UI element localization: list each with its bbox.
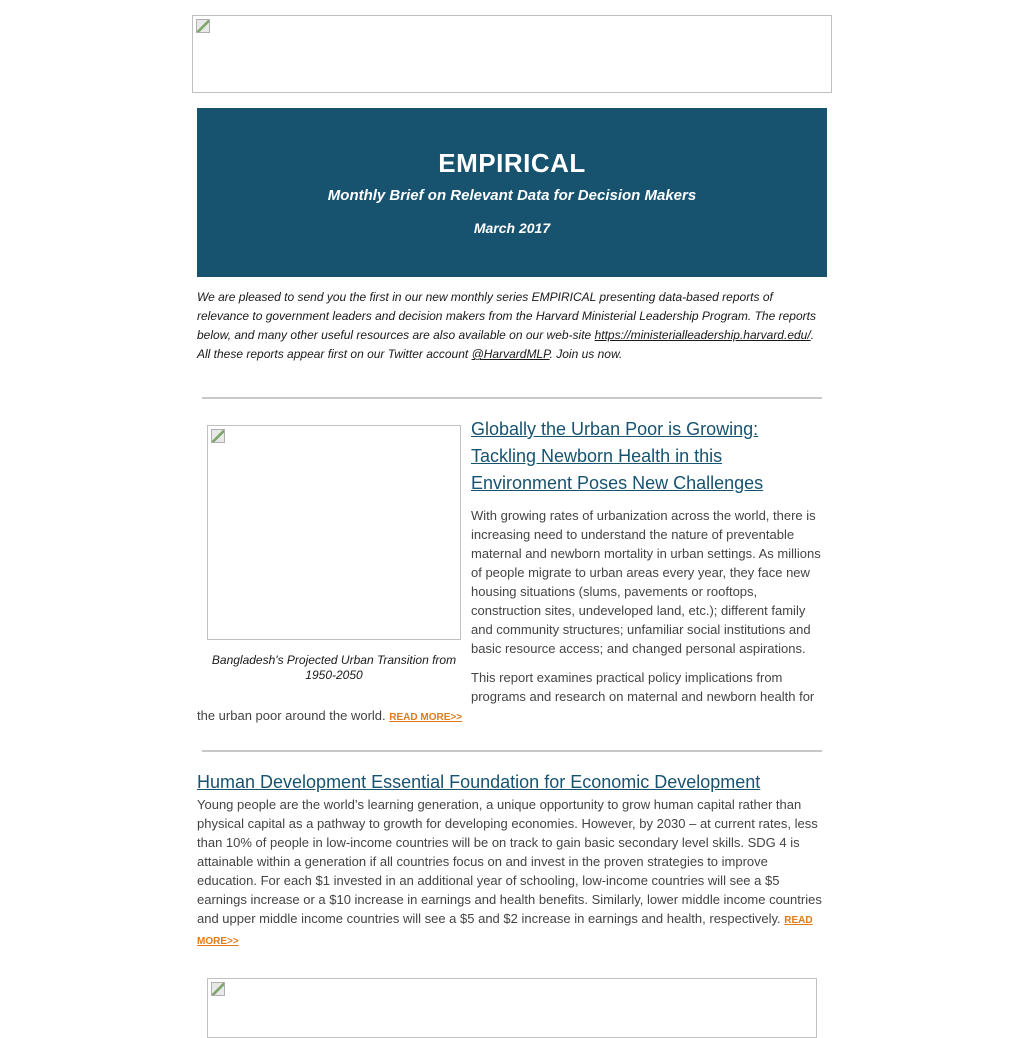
article1-title-link[interactable]: Globally the Urban Poor is Growing: Tackling Newborn Health in this Environment Poses New Challenges	[471, 419, 764, 493]
intro-paragraph	[197, 288, 822, 364]
article1-paragraph-2-end: the urban poor around the world.	[197, 708, 386, 723]
section-divider	[202, 397, 822, 399]
article1-image-caption: Bangladesh's Projected Urban Transition from 1950-2050	[211, 653, 457, 682]
article1-paragraph-2: This report examines practical policy implications from programs and research on maternal and newborn health for	[471, 670, 815, 704]
article2-text: Young people are the world’s learning generation, a unique opportunity to grow human capital rather than physical capital as a pathway to growth for developing economies. However, by 2030 – at current rates, less than 10% of people in low-income countries will be on track to gain basic secondary level skills. SDG 4 is attainable within a generation if all countries focus on and invest in the proven strategies to improve education. For each $1 invested in an additional year of schooling, low-income countries will see a $5 earnings increase or a $10 increase in earnings and health benefits. Similarly, lower middle income countries and upper middle income countries will see a $5 and $2 increase in earnings and health, respectively.	[197, 797, 822, 926]
intro-text-end: . Join us now.	[549, 347, 623, 361]
article2-read-more-link[interactable]: READ MORE>>	[197, 915, 813, 947]
twitter-link[interactable]: @HarvardMLP	[471, 347, 550, 361]
intro-text-middle: . All these reports appear first on our Twitter account	[197, 328, 815, 361]
article2-title-link[interactable]: Human Development Essential Foundation for Economic Development	[197, 772, 761, 792]
article1-read-more-link[interactable]: READ MORE>>	[389, 712, 463, 723]
masthead	[197, 108, 827, 277]
intro-text: We are pleased to send you the first in our new monthly series EMPIRICAL presenting data-based reports of relevance to government leaders and decision makers from the Harvard Ministerial Leadership Program. The reports below, and many other useful resources are also available on our web-site	[197, 290, 816, 342]
article1-paragraph-2-continued	[197, 706, 827, 727]
article1-image	[207, 425, 461, 640]
newsletter-title: EMPIRICAL	[438, 148, 586, 178]
section-divider	[202, 750, 822, 752]
newsletter-subtitle: Monthly Brief on Relevant Data for Decision Makers	[327, 187, 697, 204]
header-banner-image	[192, 15, 832, 93]
issue-date: March 2017	[473, 220, 551, 236]
article2-body	[197, 795, 827, 951]
website-link[interactable]: https://ministerialleadership.harvard.edu/	[594, 328, 811, 342]
footer-image	[207, 978, 817, 1038]
article1-paragraph-1: With growing rates of urbanization across the world, there is increasing need to understand the nature of preventable maternal and newborn mortality in urban settings. As millions of people migrate to urban areas every year, they face new housing situations (slums, pavements or rooftops, construction sites, undeveloped land, etc.); different family and community structures; unfamiliar social institutions and basic resource access; and changed personal aspirations.	[471, 508, 821, 656]
